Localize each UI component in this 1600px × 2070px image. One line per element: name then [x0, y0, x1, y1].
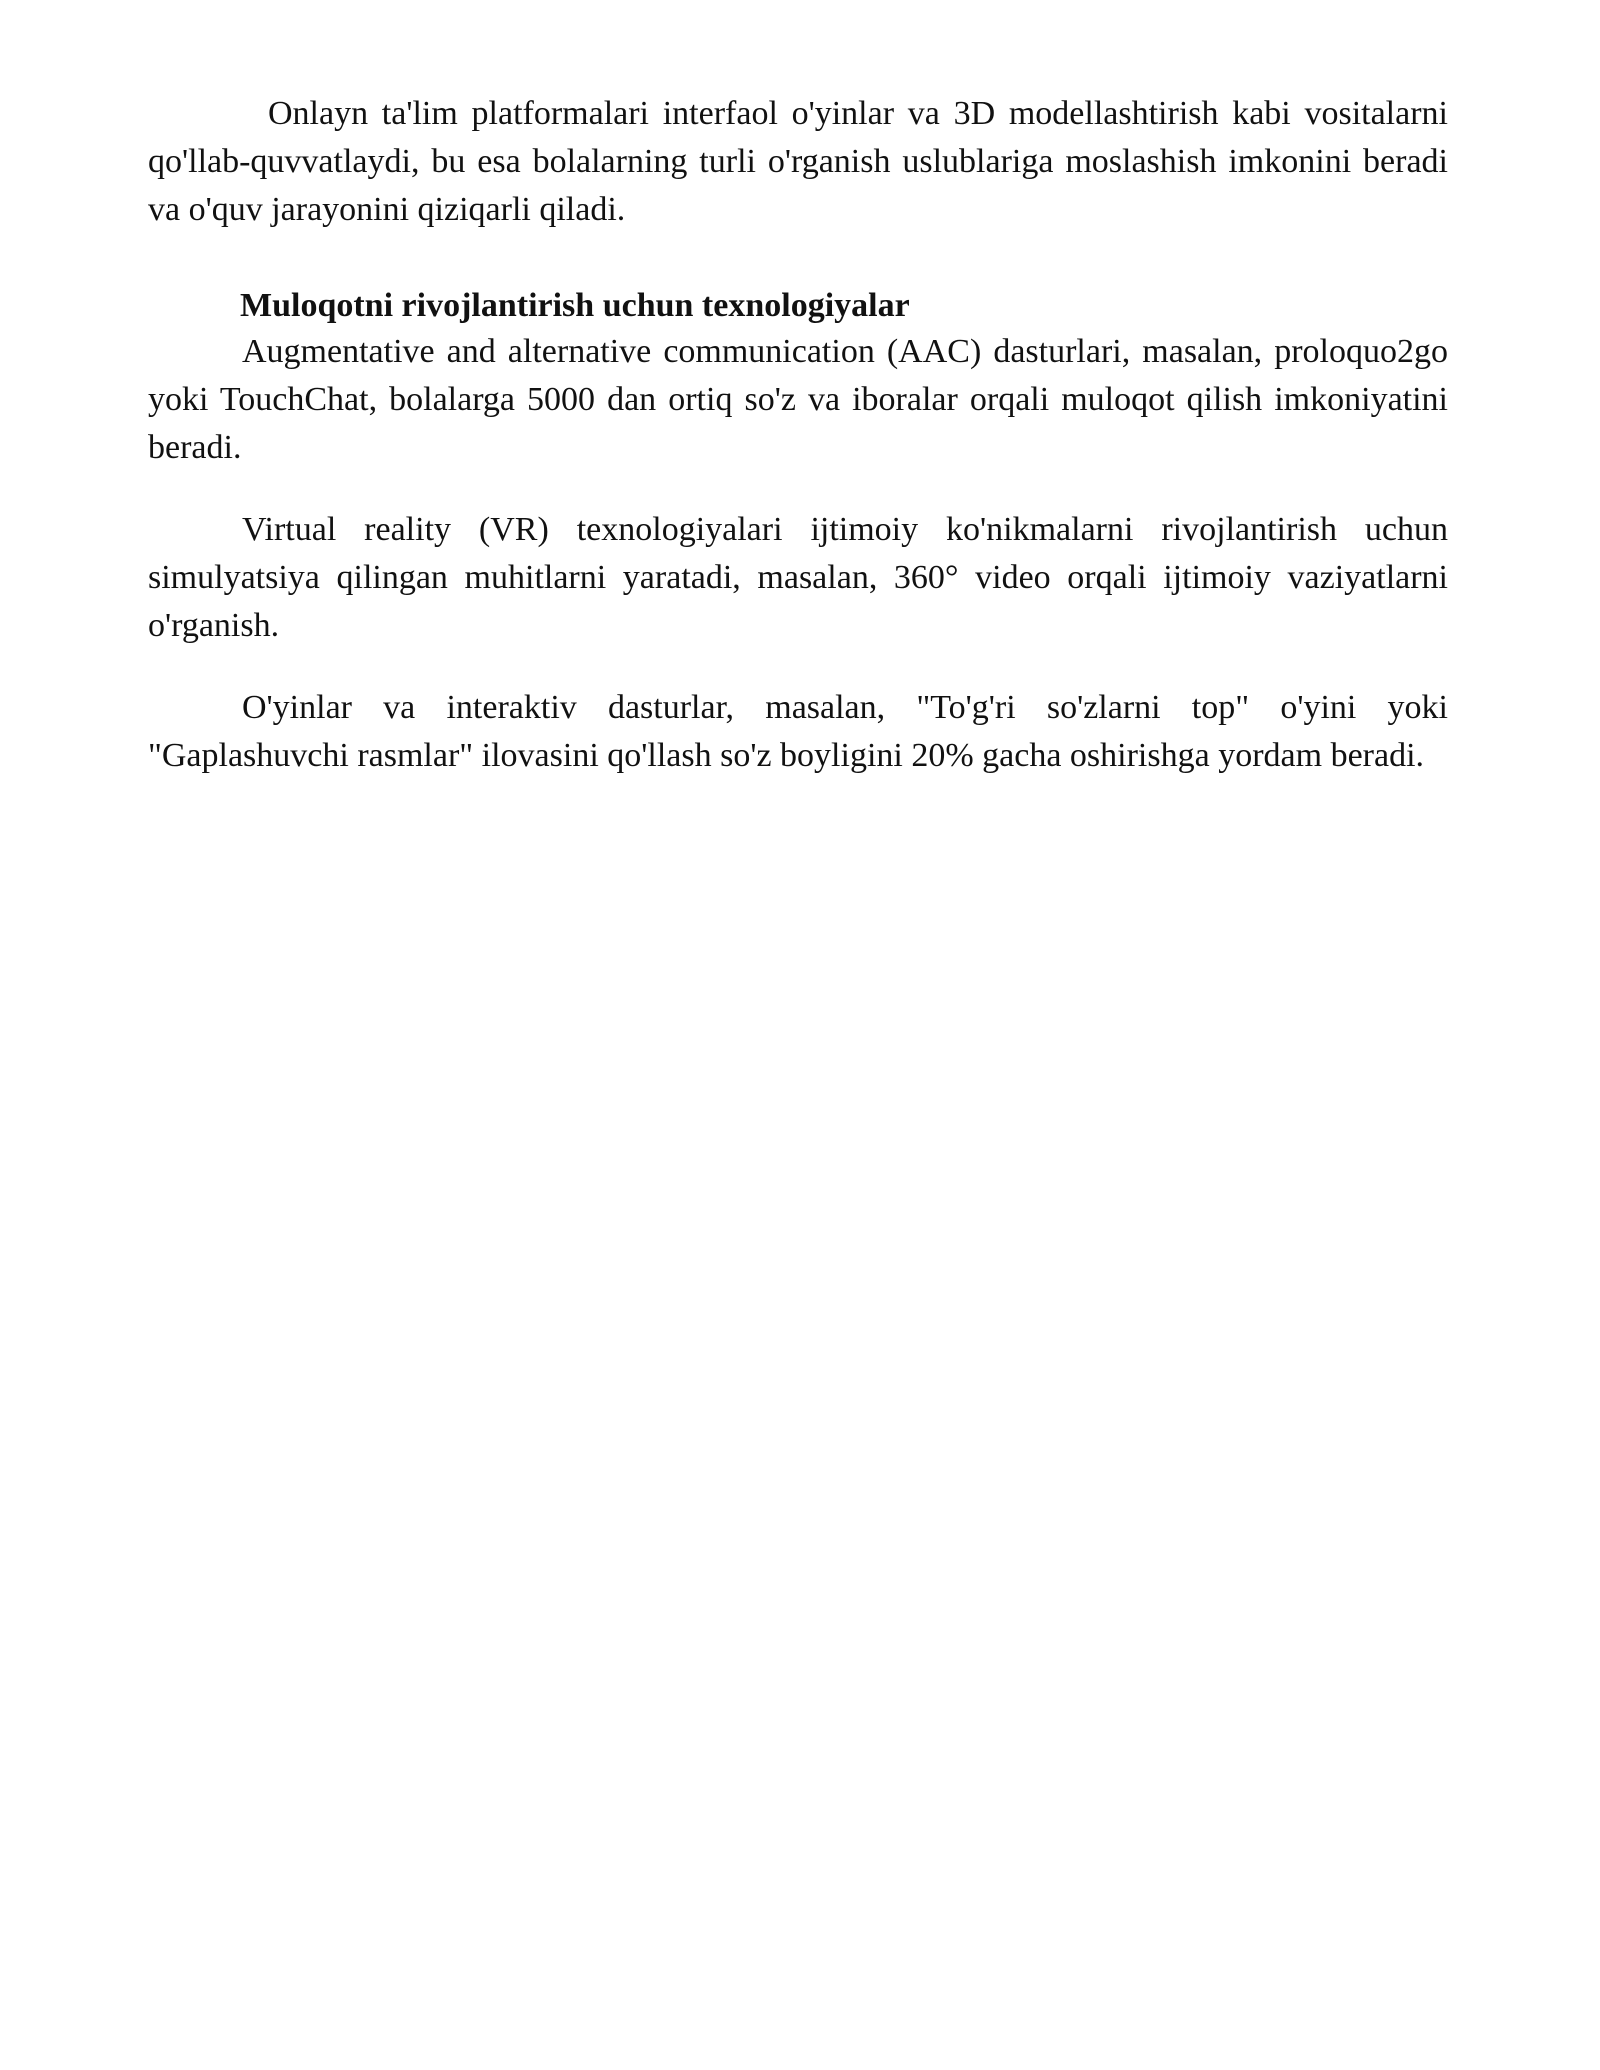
paragraph-aac: Augmentative and alternative communication (AAC) dasturlari, masalan, proloquo2go yoki TouchChat, bolalarga 5000 dan ortiq so'z va iboralar orqali muloqot qilish imkoniyatini beradi.: [148, 333, 1448, 466]
paragraph-vr: Virtual reality (VR) texnologiyalari ijtimoiy ko'nikmalarni rivojlantirish uchun simulyatsiya qilingan muhitlarni yaratadi, masalan, 360° video orqali ijtimoiy vaziyatlarni o'rganish.: [148, 511, 1448, 644]
document-body: [148, 90, 1448, 780]
paragraph-online-platforms: Onlayn ta'lim platformalari interfaol o'yinlar va 3D modellashtirish kabi vositalarni qo'llab-quvvatlaydi, bu esa bolalarning turli o'rganish uslublariga moslashish imkonini beradi va o'quv jarayonini qiziqarli qiladi.: [148, 95, 1448, 228]
paragraph-games: O'yinlar va interaktiv dasturlar, masalan, "To'g'ri so'zlarni top" o'yini yoki "Gaplashuvchi rasmlar" ilovasini qo'llash so'z boyligini 20% gacha oshirishga yordam beradi.: [148, 689, 1448, 774]
section-heading: Muloqotni rivojlantirish uchun texnologiyalar: [240, 287, 910, 324]
